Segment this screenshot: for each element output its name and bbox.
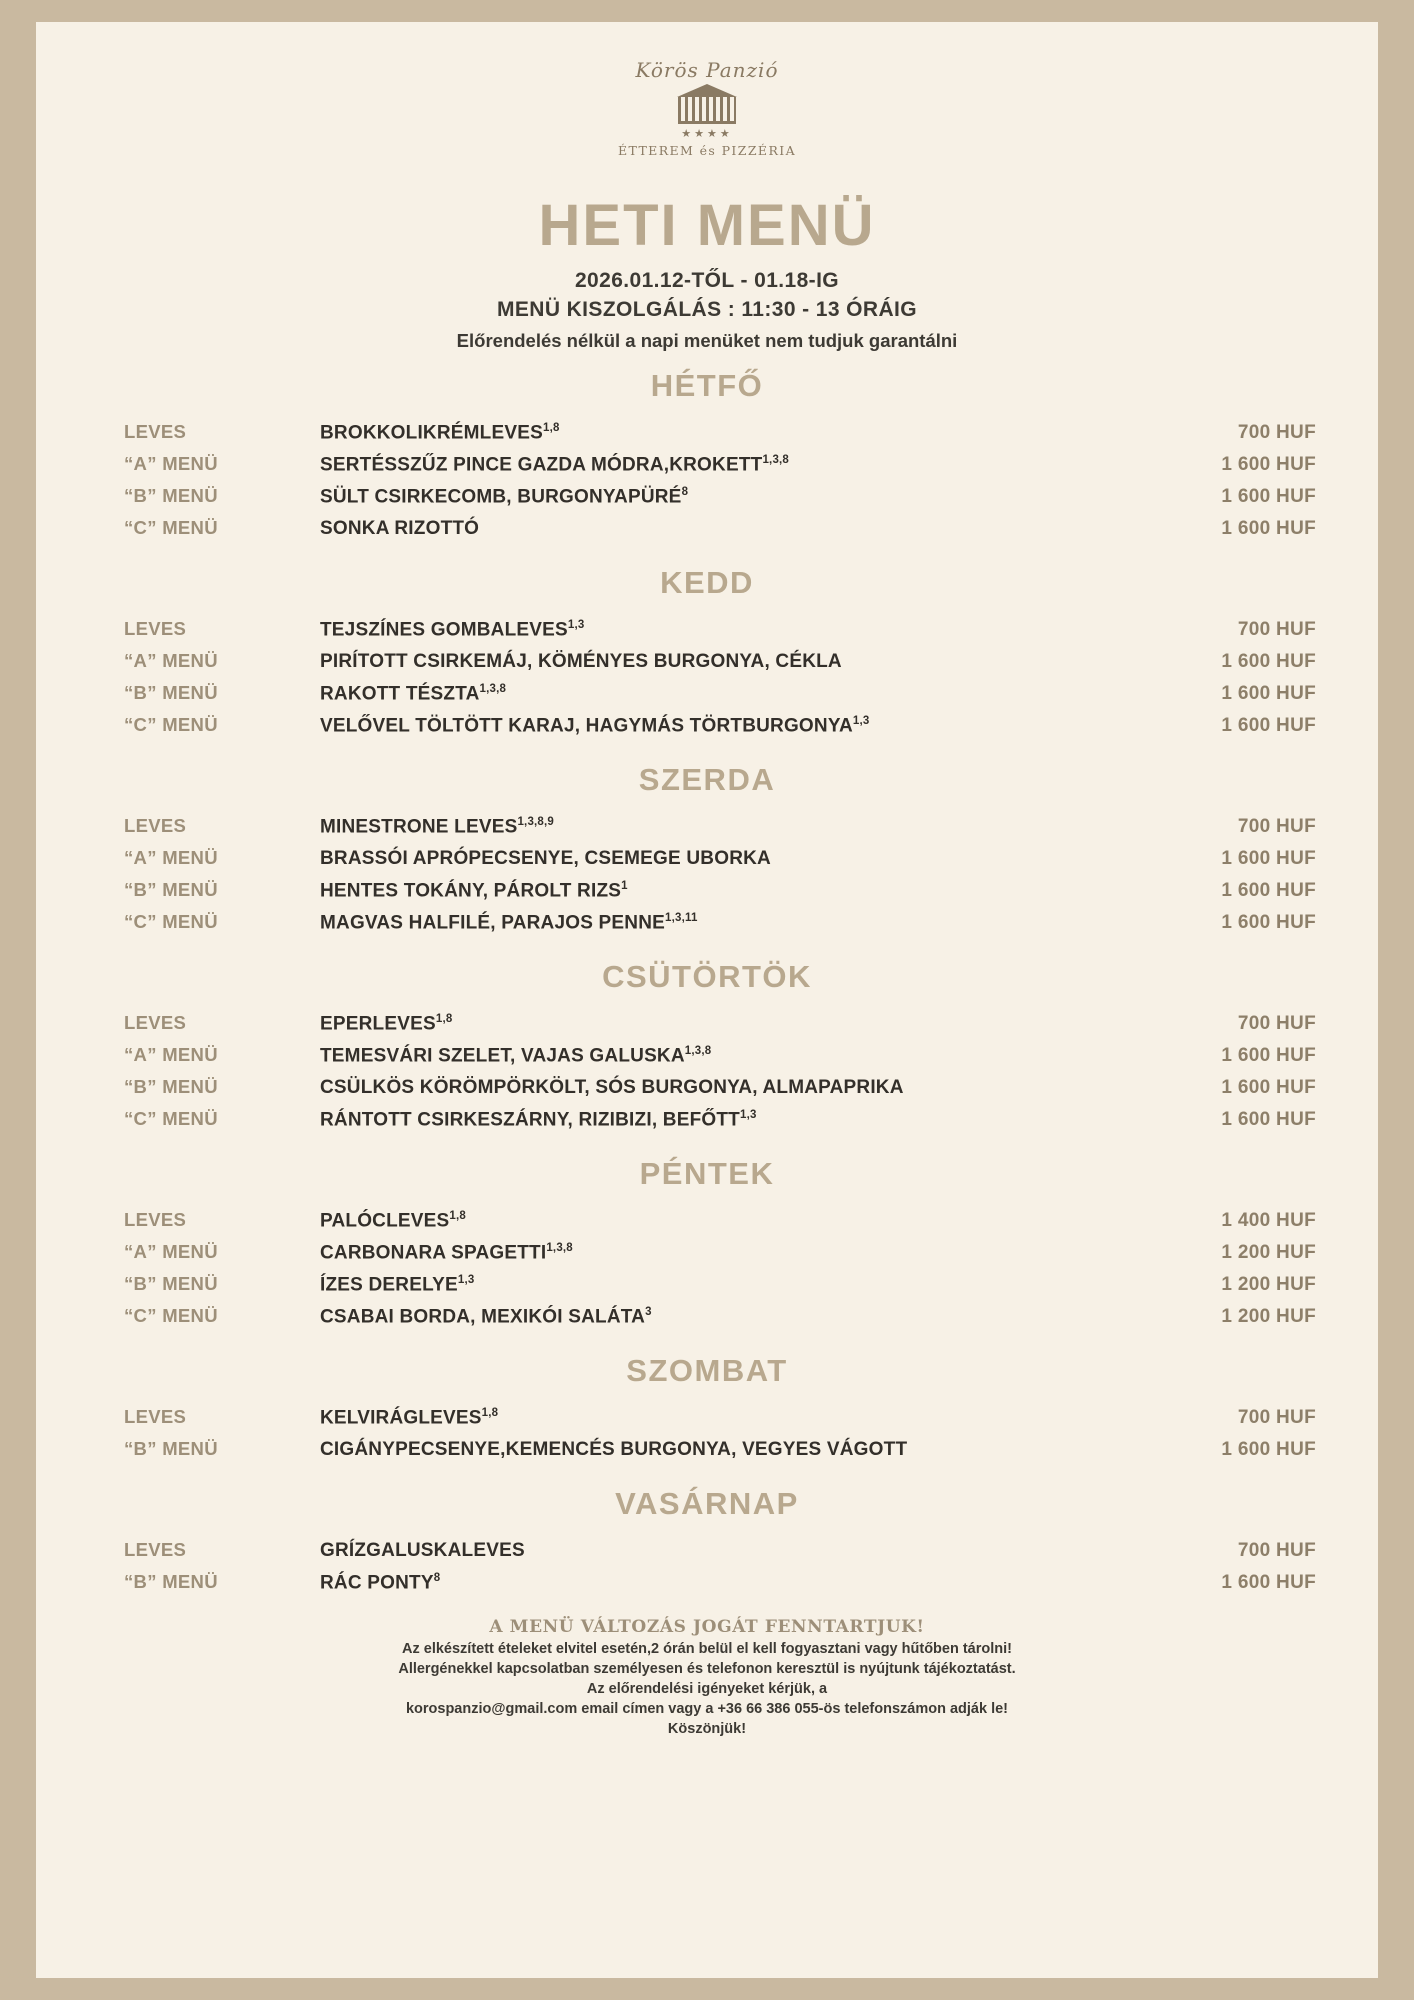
menu-dish: RAKOTT TÉSZTA$^{1,3,8}$: [320, 682, 507, 704]
menu-price: 700 HUF: [1237, 1407, 1316, 1428]
footer-heading: A MENÜ VÁLTOZÁS JOGÁT FENNTARTJUK!: [489, 1617, 925, 1637]
menu-dish: SERTÉSSZŰZ PINCE GAZDA MÓDRA,KROKETT$^{1,3,8}$: [320, 453, 790, 475]
menu-price: 700 HUF: [1237, 619, 1316, 640]
menu-dish: BRASSÓI APRÓPECSENYE, CSEMEGE UBORKA: [320, 848, 771, 869]
day-heading: CSÜTÖRTÖK: [602, 959, 812, 994]
menu-dish: VELŐVEL TÖLTÖTT KARAJ, HAGYMÁS TÖRTBURGONYA$^{1,3}$: [320, 714, 870, 736]
menu-row: [36, 1044, 1378, 1076]
day-heading: SZERDA: [638, 762, 776, 797]
menu-category: “C” MENÜ: [124, 911, 218, 932]
menu-price: 700 HUF: [1237, 816, 1316, 837]
allergen-markers: 8: [433, 1571, 441, 1584]
menu-row: [36, 517, 1378, 549]
menu-category: LEVES: [124, 421, 187, 442]
allergen-markers: 1,8: [481, 1406, 499, 1419]
day-rows: [36, 1012, 1378, 1140]
menu-category: LEVES: [124, 1209, 187, 1230]
footer: [36, 1617, 1378, 1737]
menu-category: “C” MENÜ: [124, 1108, 218, 1129]
day-rows: [36, 1539, 1378, 1603]
menu-price: 1 200 HUF: [1221, 1306, 1316, 1327]
allergen-markers: 3: [645, 1305, 652, 1318]
menu-category: “B” MENÜ: [124, 682, 218, 703]
menu-category: “A” MENÜ: [124, 1241, 218, 1262]
allergen-markers: 1,3,8: [479, 682, 507, 695]
menu-row: [36, 911, 1378, 943]
day-heading: PÉNTEK: [639, 1156, 775, 1191]
footer-line: korospanzio@gmail.com email címen vagy a +36 66 386 055-ös telefonszámon adják le!: [405, 1701, 1009, 1717]
logo-script-name: Körös Panzió: [635, 58, 779, 82]
menu-price: 1 600 HUF: [1221, 880, 1316, 901]
allergen-markers: 1,3: [457, 1273, 475, 1286]
allergen-markers: 1,3,8,9: [517, 815, 555, 828]
date-range: 2026.01.12-TŐL - 01.18-IG: [574, 269, 840, 292]
menu-dish: RÁNTOTT CSIRKESZÁRNY, RIZIBIZI, BEFŐTT$^{1,3}$: [320, 1108, 757, 1130]
day-rows: [36, 1406, 1378, 1470]
day-heading: VASÁRNAP: [615, 1486, 799, 1521]
menu-dish: KELVIRÁGLEVES$^{1,8}$: [320, 1406, 499, 1428]
footer-line: Allergénekkel kapcsolatban személyesen és telefonon keresztül is nyújtunk tájékoztatást.: [398, 1661, 1016, 1677]
menu-category: LEVES: [124, 815, 187, 836]
menu-category: “C” MENÜ: [124, 1305, 218, 1326]
menu-category: LEVES: [124, 1406, 187, 1427]
menu-dish: SONKA RIZOTTÓ: [320, 518, 480, 539]
days-container: [36, 368, 1378, 1603]
menu-dish: PIRÍTOTT CSIRKEMÁJ, KÖMÉNYES BURGONYA, CÉKLA: [320, 651, 842, 672]
menu-dish: ÍZES DERELYE$^{1,3}$: [320, 1273, 475, 1295]
menu-category: “C” MENÜ: [124, 714, 218, 735]
restaurant-logo: [36, 22, 1378, 158]
header-subtitles: [36, 269, 1378, 352]
menu-dish: CIGÁNYPECSENYE,KEMENCÉS BURGONYA, VEGYES VÁGOTT: [320, 1439, 908, 1460]
allergen-markers: 1,3: [739, 1108, 757, 1121]
menu-price: 1 600 HUF: [1221, 848, 1316, 869]
menu-row: [36, 1076, 1378, 1108]
menu-category: “B” MENÜ: [124, 1571, 218, 1592]
menu-dish: RÁC PONTY$^8$: [320, 1571, 441, 1593]
menu-dish: CARBONARA SPAGETTI$^{1,3,8}$: [320, 1241, 573, 1263]
day-heading: SZOMBAT: [626, 1353, 788, 1388]
menu-dish: PALÓCLEVES$^{1,8}$: [320, 1209, 466, 1231]
menu-price: 1 600 HUF: [1221, 486, 1316, 507]
allergen-markers: 1,3,8: [762, 453, 790, 466]
menu-row: [36, 847, 1378, 879]
service-time: MENÜ KISZOLGÁLÁS : 11:30 - 13 ÓRÁIG: [496, 298, 918, 321]
day-rows: [36, 618, 1378, 746]
menu-price: 1 400 HUF: [1221, 1210, 1316, 1231]
menu-category: “B” MENÜ: [124, 1438, 218, 1459]
menu-price: 1 200 HUF: [1221, 1242, 1316, 1263]
menu-dish: TEJSZÍNES GOMBALEVES$^{1,3}$: [320, 618, 585, 640]
menu-category: “A” MENÜ: [124, 1044, 218, 1065]
day-heading: HÉTFŐ: [650, 368, 764, 403]
day-rows: [36, 421, 1378, 549]
footer-line: Az előrendelési igényeket kérjük, a: [586, 1681, 828, 1697]
menu-category: “B” MENÜ: [124, 1273, 218, 1294]
menu-price: 1 600 HUF: [1221, 651, 1316, 672]
menu-category: “A” MENÜ: [124, 650, 218, 671]
menu-category: “B” MENÜ: [124, 879, 218, 900]
menu-row: [36, 618, 1378, 650]
menu-category: LEVES: [124, 1012, 187, 1033]
menu-category: “C” MENÜ: [124, 517, 218, 538]
menu-row: [36, 421, 1378, 453]
menu-row: [36, 1108, 1378, 1140]
footer-line: Az elkészített ételeket elvitel esetén,2 órán belül el kell fogyasztani vagy hűtőben tárolni!: [402, 1641, 1012, 1657]
allergen-markers: 8: [681, 485, 689, 498]
allergen-markers: 1,8: [542, 421, 560, 434]
menu-row: [36, 682, 1378, 714]
menu-dish: CSABAI BORDA, MEXIKÓI SALÁTA$^3$: [320, 1305, 652, 1327]
menu-dish: MINESTRONE LEVES$^{1,3,8,9}$: [320, 815, 555, 837]
allergen-markers: 1,3,8: [684, 1044, 712, 1057]
menu-price: 1 600 HUF: [1221, 518, 1316, 539]
menu-price: 1 600 HUF: [1221, 1077, 1316, 1098]
day-rows: [36, 1209, 1378, 1337]
menu-price: 1 600 HUF: [1221, 1109, 1316, 1130]
menu-dish: SÜLT CSIRKECOMB, BURGONYAPÜRÉ$^8$: [320, 485, 689, 507]
building-icon: [664, 84, 750, 124]
menu-row: [36, 650, 1378, 682]
menu-price: 1 200 HUF: [1221, 1274, 1316, 1295]
menu-price: 700 HUF: [1237, 422, 1316, 443]
menu-row: [36, 1571, 1378, 1603]
menu-dish: TEMESVÁRI SZELET, VAJAS GALUSKA$^{1,3,8}$: [320, 1044, 712, 1066]
allergen-markers: 1,3: [567, 618, 585, 631]
menu-row: [36, 1273, 1378, 1305]
menu-price: 700 HUF: [1237, 1540, 1316, 1561]
menu-row: [36, 879, 1378, 911]
menu-row: [36, 453, 1378, 485]
menu-dish: CSÜLKÖS KÖRÖMPÖRKÖLT, SÓS BURGONYA, ALMAPAPRIKA: [320, 1077, 904, 1098]
menu-dish: GRÍZGALUSKALEVES: [320, 1540, 525, 1561]
menu-category: LEVES: [124, 1539, 187, 1560]
allergen-markers: 1,8: [449, 1209, 466, 1222]
menu-price: 1 600 HUF: [1221, 1045, 1316, 1066]
menu-category: “A” MENÜ: [124, 847, 218, 868]
menu-row: [36, 1438, 1378, 1470]
footer-lines: [36, 1641, 1378, 1737]
menu-price: 1 600 HUF: [1221, 683, 1316, 704]
menu-row: [36, 1209, 1378, 1241]
menu-row: [36, 1241, 1378, 1273]
menu-dish: EPERLEVES$^{1,8}$: [320, 1012, 453, 1034]
day-heading: KEDD: [660, 565, 754, 600]
allergen-markers: 1: [621, 879, 628, 892]
logo-subtitle: ÉTTEREM és PIZZÉRIA: [617, 143, 797, 158]
menu-row: [36, 1406, 1378, 1438]
menu-page: [36, 22, 1378, 1978]
menu-price: 1 600 HUF: [1221, 715, 1316, 736]
menu-dish: HENTES TOKÁNY, PÁROLT RIZS$^1$: [320, 879, 628, 901]
allergen-markers: 1,3,8: [546, 1241, 573, 1254]
menu-price: 700 HUF: [1237, 1013, 1316, 1034]
preorder-notice: Előrendelés nélkül a napi menüket nem tudjuk garantálni: [456, 330, 958, 351]
menu-row: [36, 815, 1378, 847]
menu-price: 1 600 HUF: [1221, 1572, 1316, 1593]
menu-row: [36, 1539, 1378, 1571]
allergen-markers: 1,8: [435, 1012, 453, 1025]
menu-category: “B” MENÜ: [124, 485, 218, 506]
allergen-markers: 1,3: [852, 714, 870, 727]
day-rows: [36, 815, 1378, 943]
menu-price: 1 600 HUF: [1221, 454, 1316, 475]
allergen-markers: 1,3,11: [665, 911, 698, 924]
menu-row: [36, 714, 1378, 746]
menu-row: [36, 485, 1378, 517]
menu-category: “A” MENÜ: [124, 453, 218, 474]
footer-line: Köszönjük!: [667, 1721, 747, 1737]
menu-category: LEVES: [124, 618, 187, 639]
menu-dish: MAGVAS HALFILÉ, PARAJOS PENNE$^{1,3,11}$: [320, 911, 698, 933]
page-title: HETI MENÜ: [538, 193, 876, 258]
menu-category: “B” MENÜ: [124, 1076, 218, 1097]
menu-row: [36, 1305, 1378, 1337]
stars-icon: ★★★★: [681, 128, 733, 140]
menu-price: 1 600 HUF: [1221, 912, 1316, 933]
menu-dish: BROKKOLIKRÉMLEVES$^{1,8}$: [320, 421, 560, 443]
menu-row: [36, 1012, 1378, 1044]
menu-price: 1 600 HUF: [1221, 1439, 1316, 1460]
